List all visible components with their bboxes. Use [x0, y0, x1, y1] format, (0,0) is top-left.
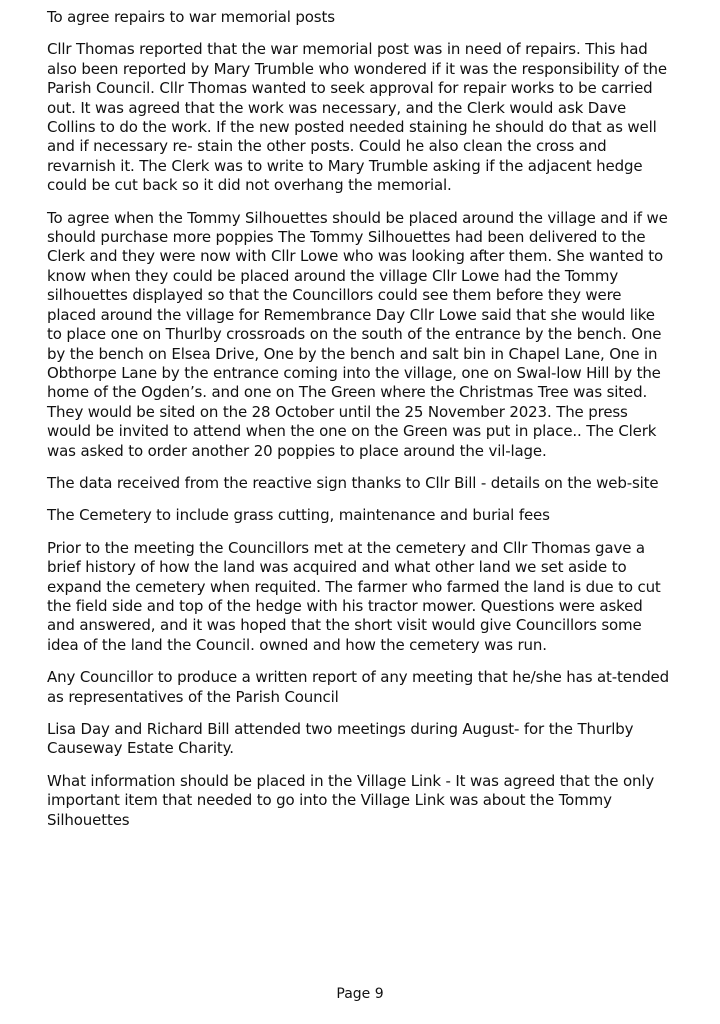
heading-war-memorial: To agree repairs to war memorial posts	[47, 8, 335, 26]
paragraph-meetings-attended: Lisa Day and Richard Bill attended two meetings during August- for the Thurlby Causeway Estate Charity.	[47, 720, 634, 758]
paragraph-reactive-sign: The data received from the reactive sign thanks to Cllr Bill - details on the web-site	[47, 473, 659, 492]
paragraph-war-memorial: Cllr Thomas reported that the war memorial post was in need of repairs. This had also been reported by Mary Trumble who wondered if it was the responsibility of the Parish Council. Cllr Thomas wanted to seek approval for repair works to be carried out. It was agreed that the work was necessary, and the Clerk would ask Dave Collins to do the work. If the new posted needed staining he should do that as well and if necessary re- stain the other posts. Could he also clean the cross and revarnish it. The Clerk was to write to Mary Trumble asking if the adjacent hedge could be cut back so it did not overhang the memorial.	[47, 40, 667, 195]
document-body	[47, 8, 673, 843]
heading-councillor-report: Any Councillor to produce a written report of any meeting that he/she has at-tended as representatives of the Parish Council	[47, 668, 670, 706]
page-number: Page 9	[336, 986, 384, 1002]
paragraph-cemetery: Prior to the meeting the Councillors met at the cemetery and Cllr Thomas gave a brief history of how the land was acquired and what other land we set aside to expand the cemetery when requited. The farmer who farmed the land is due to cut the field side and top of the hedge with his tractor mower. Questions were asked and answered, and it was hoped that the short visit would give Councillors some idea of the land the Council. owned and how the cemetery was run.	[47, 538, 661, 654]
heading-cemetery: The Cemetery to include grass cutting, maintenance and burial fees	[47, 506, 550, 525]
paragraph-tommy-silhouettes: To agree when the Tommy Silhouettes should be placed around the village and if we should purchase more poppies The Tommy Silhouettes had been delivered to the Clerk and they were now with Cllr Lowe who was looking after them. She wanted to know when they could be placed around the village Cllr Lowe had the Tommy silhouettes displayed so that the Councillors could see them before they were placed around the village for Remembrance Day Cllr Lowe said that she would like to place one on Thurlby crossroads on the south of the entrance by the bench. One by the bench on Elsea Drive, One by the bench and salt bin in Chapel Lane, One in Obthorpe Lane by the entrance coming into the village, one on Swal-low Hill by the home of the Ogden’s. and one on The Green where the Christmas Tree was sited. They would be sited on the 28 October until the 25 November 2023. The press would be invited to attend when the one on the Green was put in place.. The Clerk was asked to order another 20 poppies to place around the vil-lage.	[47, 208, 668, 460]
paragraph-village-link: What information should be placed in the Village Link - It was agreed that the only important item that needed to go into the Village Link was about the Tommy Silhouettes	[47, 771, 655, 829]
